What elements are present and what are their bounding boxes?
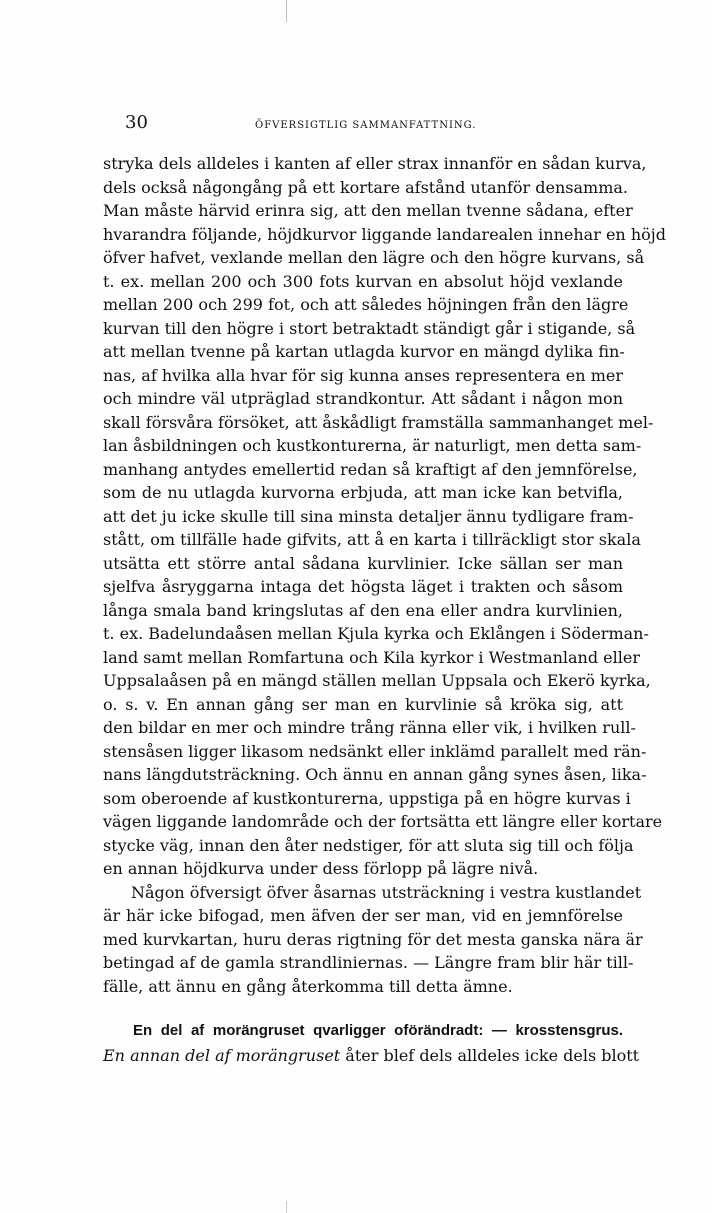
text-line: kurvan till den högre i stort betraktadt ständigt går i stigande, så: [103, 318, 636, 338]
text-line: långa smala band kringslutas af den ena eller andra kurvlinien,: [103, 600, 623, 620]
section-heading: En del af morängruset qvarligger oförändradt: — krosstensgrus.: [133, 1022, 623, 1039]
text-line: hvarandra följande, höjdkurvor liggande landarealen innehar en höjd: [103, 224, 666, 244]
text-line: stryka dels alldeles i kanten af eller strax innanför en sådan kurva,: [103, 154, 647, 173]
text-line: manhang antydes emellertid redan så kraftigt af den jemnförelse,: [103, 459, 638, 479]
text-line: en annan höjdkurva under dess förlopp på lägre nivå.: [103, 859, 539, 878]
text-line: vägen liggande landområde och der fortsätta ett längre eller kortare: [103, 812, 663, 831]
text-line: dels också någongång på ett kortare afstånd utanför densamma.: [103, 177, 628, 197]
text-line: den bildar en mer och mindre trång ränna eller vik, i hvilken rull-: [103, 718, 636, 737]
section-lead-rest: åter blef dels alldeles icke dels blott: [340, 1046, 640, 1065]
text-line: att mellan tvenne på kartan utlagda kurvor en mängd dylika fin-: [103, 342, 625, 361]
text-line: betingad af de gamla strandliniernas. — Längre fram blir här till-: [103, 953, 634, 972]
text-line: stensåsen ligger likasom nedsänkt eller inklämd parallelt med rän-: [103, 741, 647, 761]
text-line: mellan 200 och 299 fot, och att således höjningen från den lägre: [103, 295, 629, 314]
text-line: att det ju icke skulle till sina minsta detaljer ännu tydligare fram-: [103, 506, 634, 526]
text-line: nans längdutsträckning. Och ännu en annan gång synes åsen, lika-: [103, 765, 647, 784]
scan-edge-mark-bottom: [286, 1201, 287, 1213]
text-line: som oberoende af kustkonturerna, uppstiga på en högre kurvas i: [103, 788, 631, 808]
text-line: och mindre väl utpräglad strandkontur. Att sådant i någon mon: [103, 389, 623, 408]
text-line: t. ex. Badelundaåsen mellan Kjula kyrka och Eklången i Söderman-: [103, 624, 649, 643]
text-line: sjelfva åsryggarna intaga det högsta läget i trakten och såsom: [103, 577, 623, 596]
text-line: öfver hafvet, vexlande mellan den lägre och den högre kurvans, så: [103, 248, 645, 267]
page-header: [119, 112, 619, 140]
running-title: ÖFVERSIGTLIG SAMMANFATTNING.: [255, 120, 477, 131]
section-lead-italic: En annan del af morängruset: [103, 1046, 341, 1065]
text-line: Uppsalaåsen på en mängd ställen mellan Uppsala och Ekerö kyrka,: [103, 671, 651, 690]
text-line: skall försvåra försöket, att åskådligt framställa sammanhanget mel-: [103, 412, 654, 432]
page-number: 30: [125, 112, 148, 133]
paragraph-2: [103, 881, 643, 999]
text-line: o. s. v. En annan gång ser man en kurvlinie så kröka sig, att: [103, 694, 623, 714]
text-line: stycke väg, innan den åter nedstiger, för att sluta sig till och följa: [103, 835, 634, 855]
text-line: Någon öfversigt öfver åsarnas utsträckning i vestra kustlandet: [131, 882, 642, 902]
text-line: t. ex. mellan 200 och 300 fots kurvan en absolut höjd vexlande: [103, 271, 623, 291]
section-lead-line: [103, 1044, 640, 1068]
body-text: [103, 152, 666, 1068]
text-line: är här icke bifogad, men äfven der ser man, vid en jemnförelse: [103, 906, 623, 925]
text-line: nas, af hvilka alla hvar för sig kunna anses representera en mer: [103, 365, 623, 385]
text-line: Man måste härvid erinra sig, att den mellan tvenne sådana, efter: [103, 201, 633, 220]
scan-edge-mark-top: [286, 0, 287, 22]
text-line: stått, om tillfälle hade gifvits, att å en karta i tillräckligt stor skala: [103, 530, 641, 549]
text-line: med kurvkartan, huru deras rigtning för det mesta ganska nära är: [103, 929, 643, 949]
paragraph-1: [103, 152, 666, 881]
text-line: lan åsbildningen och kustkonturerna, är naturligt, men detta sam-: [103, 436, 642, 455]
text-line: utsätta ett större antal sådana kurvlinier. Icke sällan ser man: [103, 553, 623, 573]
text-line: som de nu utlagda kurvorna erbjuda, att man icke kan betvifla,: [103, 483, 623, 502]
text-line: land samt mellan Romfartuna och Kila kyrkor i Westmanland eller: [103, 647, 640, 667]
section-spacer: [103, 998, 623, 1018]
text-line: fälle, att ännu en gång återkomma till detta ämne.: [103, 976, 513, 996]
